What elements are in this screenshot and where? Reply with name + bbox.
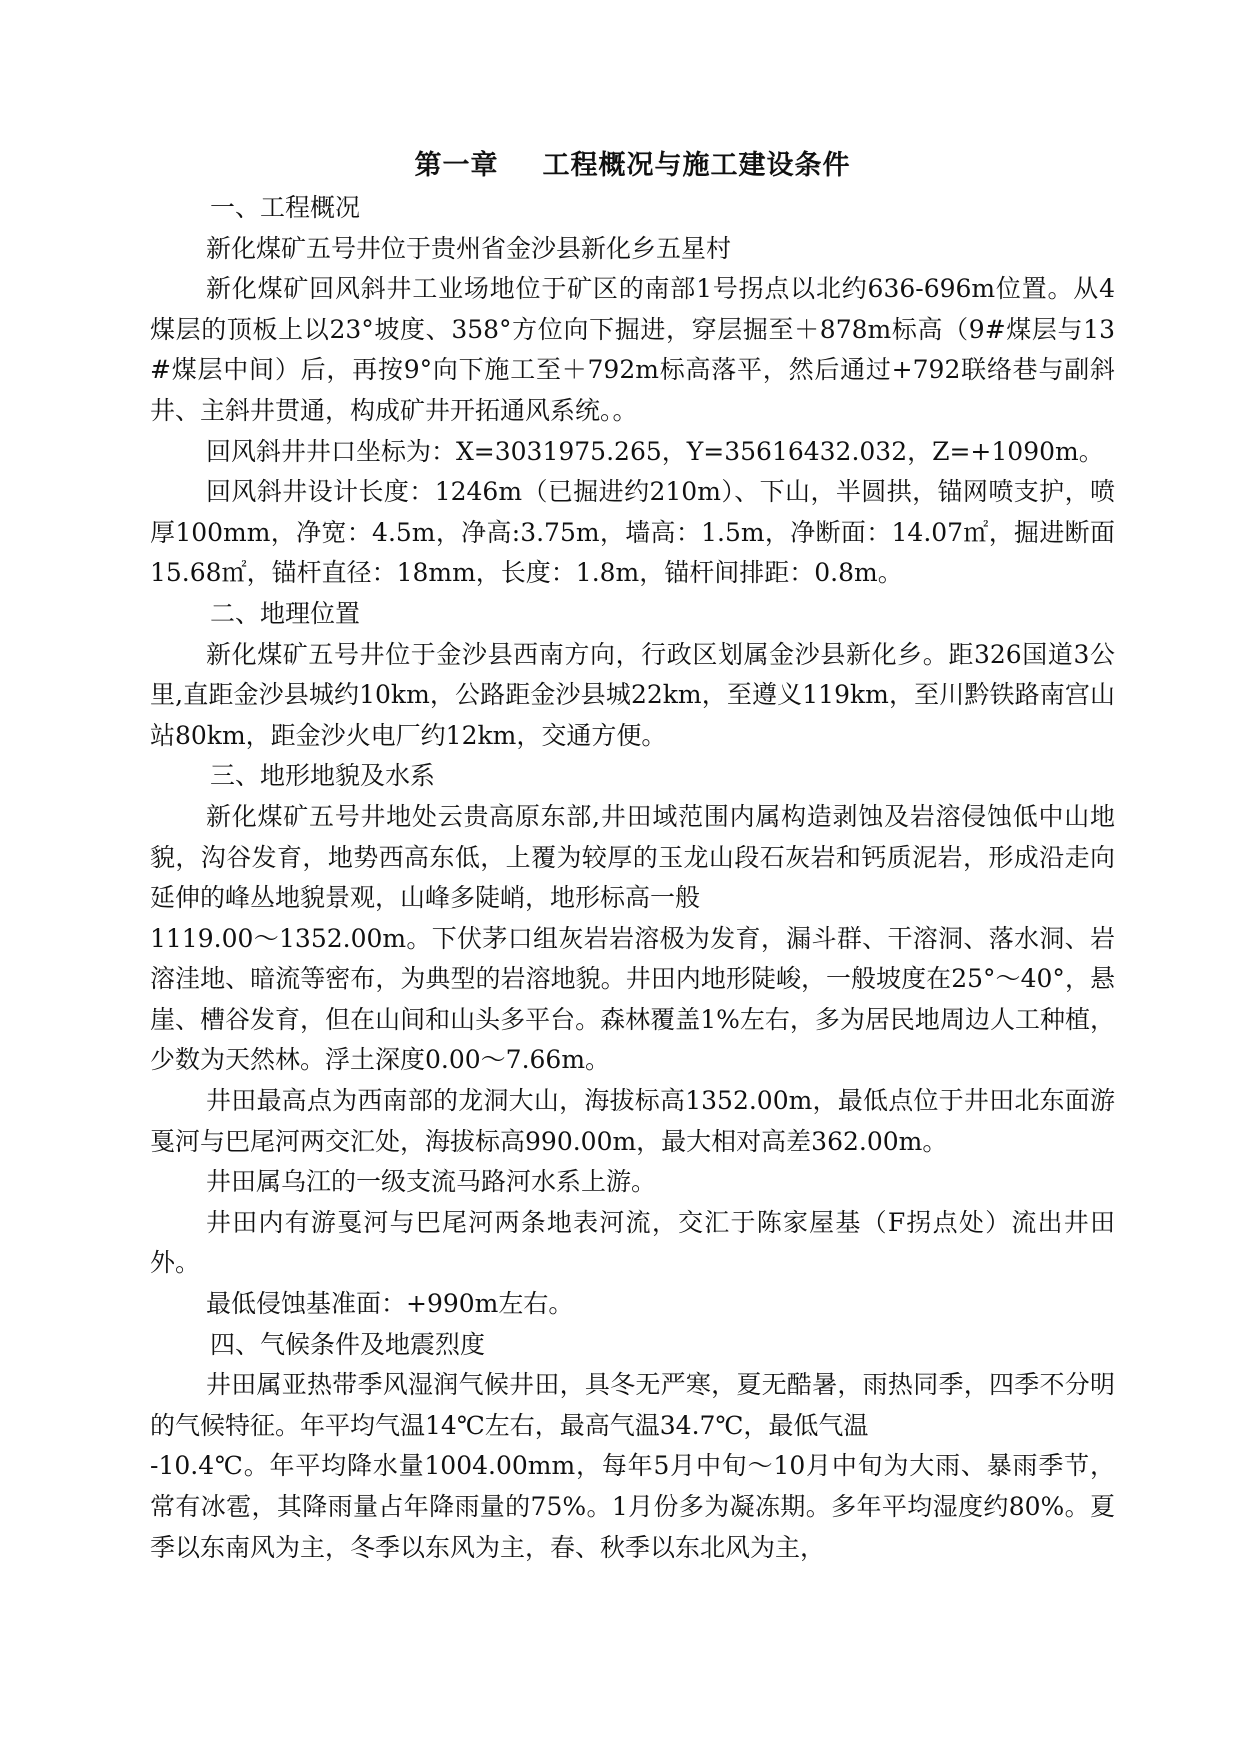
paragraph-shaft-coordinates: 回风斜井井口坐标为：X=3031975.265，Y=35616432.032，Z=+1090m。 xyxy=(206,436,1104,466)
paragraph-location: 新化煤矿五号井位于贵州省金沙县新化乡五星村 xyxy=(206,233,732,263)
section-heading-climate: 四、气候条件及地震烈度 xyxy=(210,1329,486,1359)
paragraph-geography: 新化煤矿五号井位于金沙县西南方向，行政区划属金沙县新化乡。距326国道3公里,直距金沙县城约10km，公路距金沙县城22km，至遵义119km，至川黔铁路南宫山站80km，距金沙火电厂约12km，交通方便。 xyxy=(150,639,1115,750)
section-heading-geography: 二、地理位置 xyxy=(210,598,361,628)
paragraph-shaft-description: 新化煤矿回风斜井工业场地位于矿区的南部1号拐点以北约636-696m位置。从4煤层的顶板上以23°坡度、358°方位向下掘进，穿层掘至＋878m标高（9#煤层与13#煤层中间）后，再按9°向下施工至＋792m标高落平，然后通过+792联络巷与副斜井、主斜井贯通，构成矿井开拓通风系统。。 xyxy=(150,274,1115,425)
section-heading-terrain: 三、地形地貌及水系 xyxy=(210,761,436,791)
section-heading-overview: 一、工程概况 xyxy=(210,193,361,222)
paragraph-erosion-base: 最低侵蚀基准面：+990m左右。 xyxy=(206,1289,574,1319)
paragraph-elevation: 井田最高点为西南部的龙洞大山，海拔标高1352.00m，最低点位于井田北东面游戛河与巴尾河两交汇处，海拔标高990.00m，最大相对高差362.00m。 xyxy=(150,1086,1115,1156)
paragraph-river-system: 井田属乌江的一级支流马路河水系上游。 xyxy=(206,1167,657,1197)
paragraph-climate-part-a: 井田属亚热带季风湿润气候井田，具冬无严寒，夏无酷暑，雨热同季，四季不分明的气候特征。年平均气温14℃左右，最高气温34.7℃，最低气温 xyxy=(150,1370,1115,1440)
paragraph-terrain xyxy=(150,797,1115,1081)
paragraph-terrain-part-b: 1119.00～1352.00m。下伏茅口组灰岩岩溶极为发育，漏斗群、干溶洞、落水洞、岩溶洼地、暗流等密布，为典型的岩溶地貌。井田内地形陡峻，一般坡度在25°～40°，悬崖、槽谷发育，但在山间和山头多平台。森林覆盖1%左右，多为居民地周边人工种植，少数为天然林。浮土深度0.00～7.66m。 xyxy=(150,923,1115,1075)
document-page xyxy=(150,148,1115,1568)
paragraph-climate xyxy=(150,1365,1115,1568)
paragraph-climate-part-b: -10.4℃。年平均降水量1004.00mm，每年5月中旬～10月中旬为大雨、暴雨季节，常有冰雹，其降雨量占年降雨量的75%。1月份多为凝冻期。多年平均湿度约80%。夏季以东南风为主，冬季以东风为主，春、秋季以东北风为主， xyxy=(150,1451,1115,1562)
paragraph-rivers: 井田内有游戛河与巴尾河两条地表河流，交汇于陈家屋基（F拐点处）流出井田外。 xyxy=(150,1207,1115,1278)
paragraph-terrain-part-a: 新化煤矿五号井地处云贵高原东部,井田域范围内属构造剥蚀及岩溶侵蚀低中山地貌，沟谷发育，地势西高东低，上覆为较厚的玉龙山段石灰岩和钙质泥岩，形成沿走向延伸的峰丛地貌景观，山峰多陡峭，地形标高一般 xyxy=(150,801,1115,913)
chapter-title xyxy=(150,148,1115,184)
chapter-number: 第一章 xyxy=(414,150,499,181)
paragraph-shaft-design: 回风斜井设计长度：1246m（已掘进约210m）、下山，半圆拱，锚网喷支护，喷厚100mm，净宽：4.5m，净高:3.75m，墙高：1.5m，净断面：14.07㎡，掘进断面15.68㎡，锚杆直径：18mm，长度：1.8m，锚杆间排距：0.8m。 xyxy=(150,477,1115,588)
chapter-name: 工程概况与施工建设条件 xyxy=(542,150,851,181)
